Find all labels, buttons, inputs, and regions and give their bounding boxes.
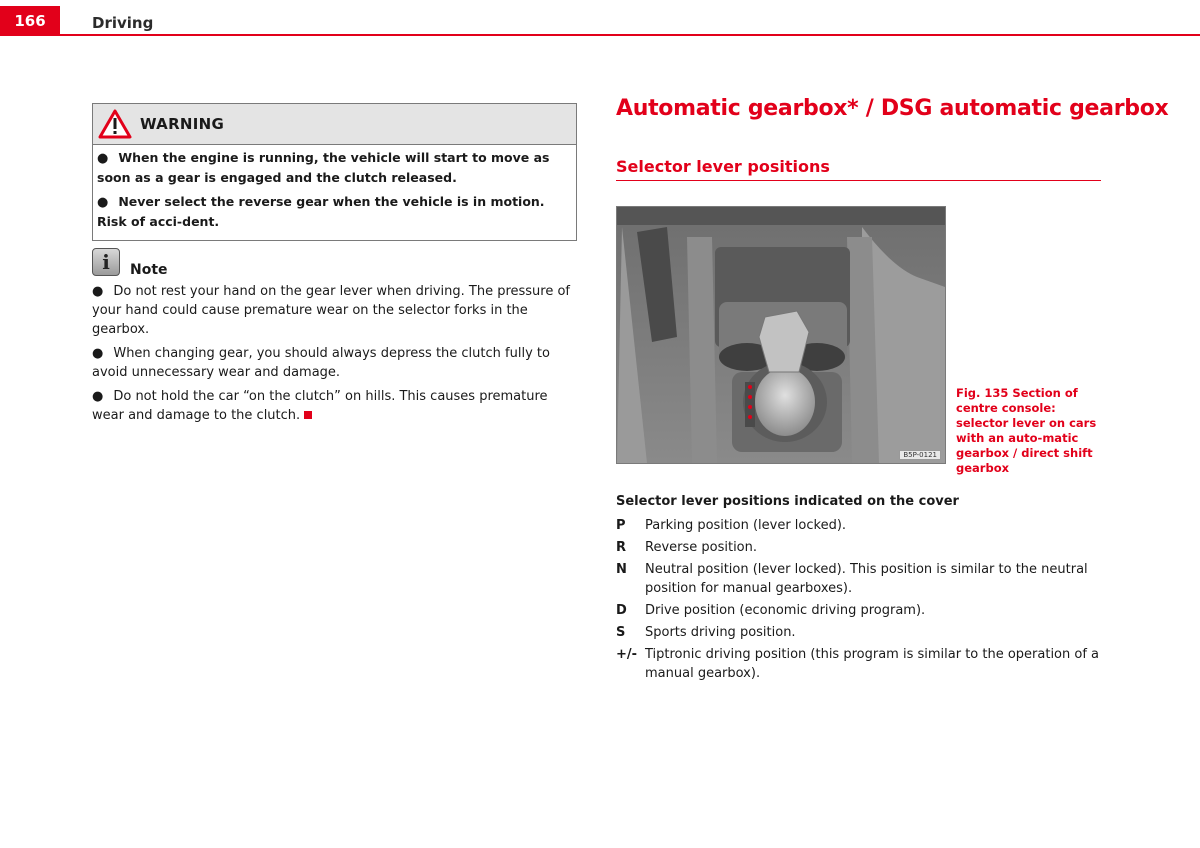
note-item bbox=[92, 387, 578, 425]
list-item bbox=[616, 601, 1102, 620]
position-key: P bbox=[616, 518, 626, 533]
position-text: Drive position (economic driving program). bbox=[645, 603, 926, 618]
position-text: Parking position (lever locked). bbox=[645, 518, 847, 533]
warning-item bbox=[97, 192, 572, 231]
warning-header bbox=[93, 104, 576, 145]
centre-console-figure bbox=[616, 206, 946, 464]
section-title: Driving bbox=[92, 14, 154, 32]
bullet-icon: ● bbox=[97, 151, 109, 166]
position-key: D bbox=[616, 603, 627, 618]
position-text: Sports driving position. bbox=[645, 625, 796, 640]
info-icon: i bbox=[92, 248, 120, 276]
position-key: S bbox=[616, 625, 626, 640]
list-item bbox=[616, 623, 1102, 642]
note-body bbox=[92, 282, 578, 430]
warning-box bbox=[92, 103, 577, 241]
warning-item-text: When the engine is running, the vehicle will start to move as soon as a gear is engaged and the clutch released. bbox=[97, 150, 550, 185]
position-key: R bbox=[616, 540, 627, 555]
note-item-text: Do not rest your hand on the gear lever when driving. The pressure of your hand could cause premature wear on the selector forks in the gearbox. bbox=[92, 284, 571, 337]
section-divider bbox=[616, 180, 1101, 181]
list-item bbox=[616, 645, 1102, 683]
list-item bbox=[616, 516, 1102, 535]
positions-heading: Selector lever positions indicated on the cover bbox=[616, 494, 959, 509]
chapter-heading: Automatic gearbox* / DSG automatic gearbox bbox=[616, 96, 1169, 121]
note-item-text: Do not hold the car “on the clutch” on hills. This causes premature wear and damage to the clutch. bbox=[92, 389, 548, 423]
note-item-text: When changing gear, you should always depress the clutch fully to avoid unnecessary wear and damage. bbox=[92, 346, 550, 380]
header-divider bbox=[60, 34, 1200, 36]
figure-code: B5P-0121 bbox=[899, 450, 941, 460]
section-heading: Selector lever positions bbox=[616, 157, 830, 176]
list-item bbox=[616, 560, 1102, 598]
position-key: N bbox=[616, 562, 627, 577]
warning-item bbox=[97, 148, 572, 187]
page-number: 166 bbox=[0, 6, 60, 36]
position-text: Reverse position. bbox=[645, 540, 758, 555]
warning-item-text: Never select the reverse gear when the vehicle is in motion. Risk of acci-dent. bbox=[97, 194, 545, 229]
note-item bbox=[92, 344, 578, 382]
positions-list bbox=[616, 516, 1102, 686]
note-item bbox=[92, 282, 578, 339]
bullet-icon: ● bbox=[92, 346, 104, 361]
bullet-icon: ● bbox=[92, 284, 104, 299]
position-key: +/- bbox=[616, 647, 638, 662]
list-item bbox=[616, 538, 1102, 557]
warning-body bbox=[93, 145, 576, 240]
warning-title: WARNING bbox=[140, 115, 225, 133]
note-header bbox=[92, 248, 168, 276]
gear-selector-illustration bbox=[617, 207, 945, 463]
position-text: Tiptronic driving position (this program is similar to the operation of a manual gearbox). bbox=[645, 647, 1100, 681]
note-title: Note bbox=[130, 262, 168, 278]
warning-triangle-icon bbox=[98, 109, 132, 139]
position-text: Neutral position (lever locked). This position is similar to the neutral position for manual gearboxes). bbox=[645, 562, 1088, 596]
figure-caption: Fig. 135 Section of centre console: selector lever on cars with an auto-matic gearbox / direct shift gearbox bbox=[956, 386, 1097, 475]
bullet-icon: ● bbox=[97, 195, 109, 210]
end-square-icon bbox=[304, 411, 312, 419]
bullet-icon: ● bbox=[92, 389, 104, 404]
